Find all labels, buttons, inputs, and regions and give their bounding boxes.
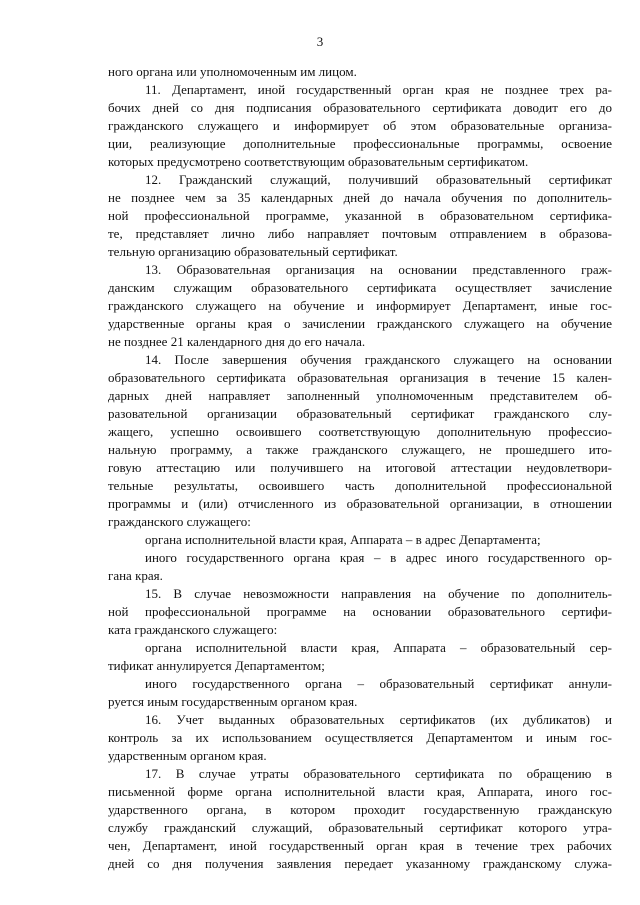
text-line: письменной форме органа исполнительной власти края, Аппарата, иного гос-	[108, 784, 612, 799]
text-line: иного государственного органа – образовательный сертификат аннули-	[145, 676, 612, 691]
paragraph	[108, 585, 612, 639]
text-line: контроль за их использованием осуществляется Департаментом и иным гос-	[108, 730, 612, 745]
text-line: 17. В случае утраты образовательного сертификата по обращению в	[145, 766, 612, 781]
document-body	[108, 63, 612, 873]
text-line: дарных дней направляет заполненный уполномоченным представителем об-	[108, 388, 612, 403]
text-line: 14. После завершения обучения гражданского служащего на основании	[145, 352, 612, 367]
text-line: разовательной организации образовательный сертификат гражданского слу-	[108, 406, 612, 421]
paragraph	[108, 171, 612, 261]
text-line: гражданского служащего:	[108, 514, 251, 529]
text-line: органа исполнительной власти края, Аппарата – в адрес Департамента;	[145, 532, 541, 547]
text-line: программы и (или) отчисленного из образовательной организации, в отношении	[108, 496, 612, 511]
text-line: говую аттестацию или получившего на итоговой аттестации неудовлетвори-	[108, 460, 612, 475]
text-line: гражданского служащего на обучение и информирует Департамент, иные гос-	[108, 298, 612, 313]
text-line: дней со дня получения заявления передает указанному гражданскому служа-	[108, 856, 612, 871]
text-line: не позднее 21 календарного дня до его начала.	[108, 334, 366, 349]
paragraph	[108, 639, 612, 675]
text-line: руется иным государственным органом края.	[108, 694, 358, 709]
text-line: тельную организацию образовательный сертификат.	[108, 244, 398, 259]
paragraph	[108, 675, 612, 711]
text-line: 16. Учет выданных образовательных сертификатов (их дубликатов) и	[145, 712, 612, 727]
text-line: не позднее чем за 35 календарных дней до начала обучения по дополнитель-	[108, 190, 612, 205]
text-line: службу гражданский служащий, образовательный сертификат которого утра-	[108, 820, 612, 835]
text-line: ного органа или уполномоченным им лицом.	[108, 64, 357, 79]
text-line: которых предусмотрено соответствующим образовательным сертификатом.	[108, 154, 529, 169]
text-line: бочих дней со дня подписания образовательного сертификата доводит его до	[108, 100, 612, 115]
text-line: ной профессиональной программе на основании образовательного сертифи-	[108, 604, 612, 619]
paragraph	[108, 81, 612, 171]
text-line: ударственным органом края.	[108, 748, 267, 763]
paragraph	[108, 549, 612, 585]
text-line: тельные результаты, освоившего часть дополнительной профессиональной	[108, 478, 612, 493]
paragraph	[108, 261, 612, 351]
text-line: жащего, успешно освоившего соответствующую дополнительную профессио-	[108, 424, 612, 439]
text-line: гана края.	[108, 568, 163, 583]
text-line: 13. Образовательная организация на основании представленного граж-	[145, 262, 612, 277]
text-line: 12. Гражданский служащий, получивший образовательный сертификат	[145, 172, 612, 187]
text-line: нальную программу, а также гражданского служащего, не прошедшего ито-	[108, 442, 612, 457]
text-line: ной профессиональной программе, указанной в образовательном сертифика-	[108, 208, 612, 223]
text-line: 15. В случае невозможности направления на обучение по дополнитель-	[145, 586, 612, 601]
text-line: ударственные органы края о зачислении гражданского служащего на обучение	[108, 316, 612, 331]
text-line: данским служащим образовательного сертификата осуществляет зачисление	[108, 280, 612, 295]
text-line: образовательного сертификата образовательная организация в течение 15 кален-	[108, 370, 612, 385]
text-line: ции, реализующие дополнительные профессиональные программы, освоение	[108, 136, 612, 151]
text-line: те, представляет лично либо направляет почтовым отправлением в образова-	[108, 226, 612, 241]
text-line: органа исполнительной власти края, Аппарата – образовательный сер-	[145, 640, 612, 655]
paragraph	[108, 63, 612, 81]
text-line: чен, Департамент, иной государственный орган края в течение трех рабочих	[108, 838, 612, 853]
page-number: 3	[316, 34, 324, 49]
paragraph	[108, 531, 612, 549]
paragraph	[108, 765, 612, 873]
text-line: ката гражданского служащего:	[108, 622, 278, 637]
text-line: гражданского служащего и информирует об этом образовательные организа-	[108, 118, 612, 133]
text-line: 11. Департамент, иной государственный орган края не позднее трех ра-	[145, 82, 612, 97]
text-line: ударственного органа, в котором проходит государственную гражданскую	[108, 802, 612, 817]
text-line: иного государственного органа края – в адрес иного государственного ор-	[145, 550, 612, 565]
paragraph	[108, 711, 612, 765]
paragraph	[108, 351, 612, 531]
text-line: тификат аннулируется Департаментом;	[108, 658, 325, 673]
